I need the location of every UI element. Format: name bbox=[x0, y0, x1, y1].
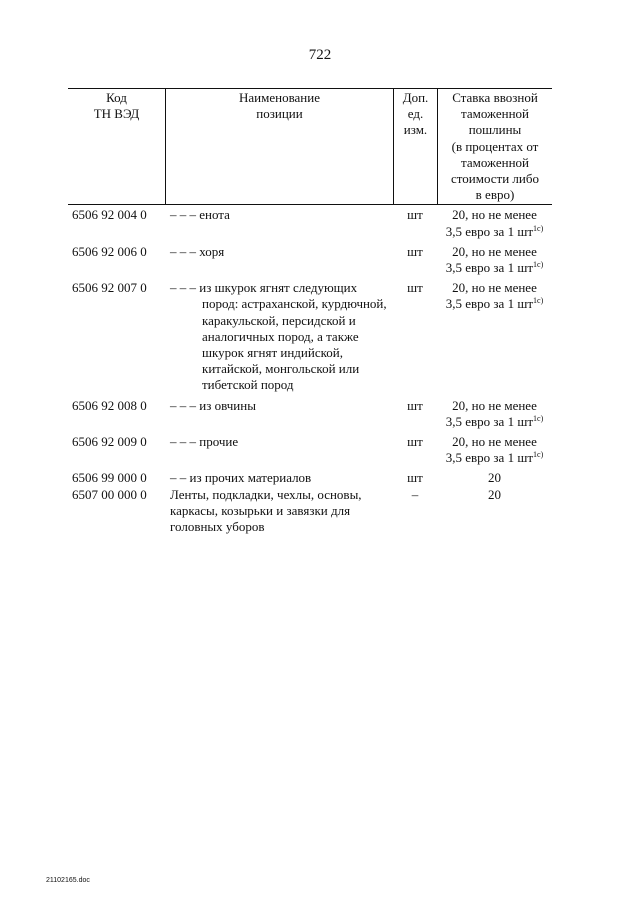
table-row bbox=[68, 434, 552, 466]
row-unit: шт bbox=[407, 243, 423, 259]
row-rate: 20 bbox=[488, 486, 501, 502]
page-number: 722 bbox=[308, 47, 332, 63]
table-body bbox=[68, 205, 552, 535]
row-name: – – – прочие bbox=[170, 434, 239, 450]
table-row bbox=[68, 470, 552, 486]
tariff-table bbox=[68, 88, 552, 539]
header-rate: Ставка ввозной таможенной пошлины (в процентах от таможенной стоимости либо в евро) bbox=[437, 89, 552, 204]
row-name: – – – из овчины bbox=[170, 397, 256, 413]
table-row bbox=[68, 244, 552, 276]
row-code: 6506 99 000 0 bbox=[72, 470, 147, 486]
table-header bbox=[68, 88, 552, 205]
footnote-marker: 1с) bbox=[533, 413, 544, 423]
header-name: Наименование позиции bbox=[165, 89, 393, 204]
row-code: 6506 92 007 0 bbox=[72, 280, 147, 296]
footnote-marker: 1с) bbox=[533, 223, 544, 233]
row-unit: – bbox=[411, 486, 419, 502]
row-unit: шт bbox=[407, 207, 423, 223]
row-unit: шт bbox=[407, 434, 423, 450]
table-row bbox=[68, 398, 552, 430]
row-rate: 20, но не менее 3,5 евро за 1 $шт^{1с)}$ bbox=[445, 434, 544, 466]
header-unit: Доп. ед. изм. bbox=[393, 89, 437, 204]
row-code: 6507 00 000 0 bbox=[72, 486, 147, 502]
row-unit: шт bbox=[407, 397, 423, 413]
row-code: 6506 92 008 0 bbox=[72, 397, 147, 413]
row-name: – – – хоря bbox=[170, 243, 225, 259]
row-code: 6506 92 004 0 bbox=[72, 207, 147, 223]
table-row bbox=[68, 280, 552, 393]
row-rate: 20, но не менее 3,5 евро за 1 $шт^{1с)}$ bbox=[445, 207, 544, 239]
table-row bbox=[68, 207, 552, 239]
table-row bbox=[68, 487, 552, 536]
row-rate: 20, но не менее 3,5 евро за 1 $шт^{1с)}$ bbox=[445, 397, 544, 429]
header-code: Код ТН ВЭД bbox=[93, 90, 140, 122]
footer-filename: 21102165.doc bbox=[46, 877, 90, 884]
row-unit: шт bbox=[407, 470, 423, 486]
row-name: Ленты, подкладки, чехлы, основы, каркасы, козырьки и завязки для головных уборов bbox=[170, 486, 362, 535]
row-rate: 20, но не менее 3,5 евро за 1 $шт^{1с)}$ bbox=[445, 280, 544, 312]
row-name: – – – енота bbox=[170, 207, 230, 223]
row-name: – – – из шкурок ягнят следующих пород: астраханской, курдючной, каракульской, персидской и аналогичных пород, а также шкурок ягнят индийской, китайской, монгольской или тибетской пород bbox=[170, 280, 387, 393]
row-code: 6506 92 006 0 bbox=[72, 243, 147, 259]
footnote-marker: 1с) bbox=[533, 450, 544, 460]
row-rate: 20, но не менее 3,5 евро за 1 $шт^{1с)}$ bbox=[445, 243, 544, 276]
row-unit: шт bbox=[407, 280, 423, 296]
row-rate: 20 bbox=[488, 470, 501, 486]
row-code: 6506 92 009 0 bbox=[72, 434, 147, 450]
footnote-marker: 1с) bbox=[533, 260, 544, 270]
footnote-marker: 1с) bbox=[533, 296, 544, 306]
row-name: – – из прочих материалов bbox=[170, 470, 312, 486]
